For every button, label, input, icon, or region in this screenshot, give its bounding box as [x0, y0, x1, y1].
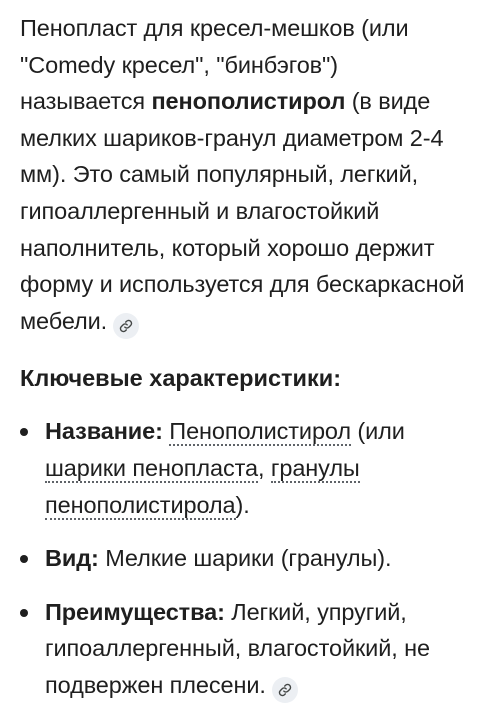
source-link-button-intro[interactable]	[113, 313, 139, 339]
name-text-2: ,	[258, 454, 271, 481]
advantages-text: Легкий, упругий, гипоаллергенный, влагостойкий, не подвержен плесени.	[45, 598, 430, 698]
intro-paragraph	[20, 10, 467, 339]
link-icon	[119, 319, 133, 333]
intro-text-1: Пенопласт для кресел-мешков (или "Comedy кресел", "бинбэгов") называется	[20, 15, 409, 115]
name-label: Название:	[45, 418, 163, 445]
bullet	[20, 555, 28, 563]
list-item-name	[20, 413, 467, 523]
link-icon	[278, 683, 292, 697]
intro-bold-term: пенополистирол	[151, 88, 346, 115]
bullet	[20, 428, 28, 436]
intro-text-2: (в виде мелких шариков-гранул диаметром 2-4 мм). Это самый популярный, легкий, гипоаллергенный и влагостойкий наполнитель, который хорошо держит форму и используется для бескаркасной мебели.	[20, 88, 465, 334]
features-list	[20, 413, 467, 703]
name-text-3: ).	[235, 491, 250, 518]
section-heading: Ключевые характеристики:	[20, 365, 342, 392]
bullet	[20, 609, 28, 617]
link-shariki-penoplasta[interactable]: шарики пенопласта	[45, 454, 259, 481]
link-penopolistirol[interactable]: Пенополистирол	[169, 418, 351, 445]
source-link-button-advantages[interactable]	[272, 677, 298, 703]
type-text: Мелкие шарики (гранулы).	[98, 545, 392, 572]
list-item-advantages	[20, 594, 467, 704]
type-label: Вид:	[45, 545, 99, 572]
name-text-1: (или	[351, 418, 405, 445]
advantages-label: Преимущества:	[45, 598, 225, 625]
link-granuly-penopolistirola[interactable]: гранулы пенополистирола	[45, 454, 360, 518]
list-item-type	[20, 540, 467, 577]
